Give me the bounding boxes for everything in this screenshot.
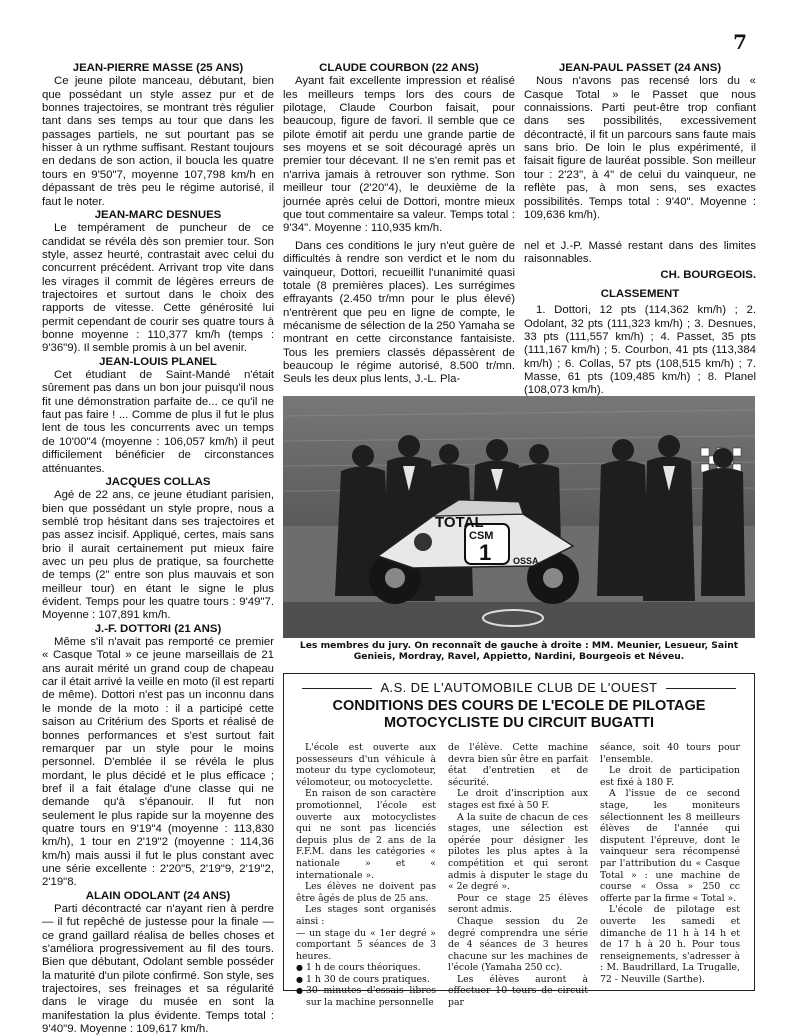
- bike-brand-text: CSM: [469, 530, 494, 542]
- body-paragraph: En raison de son caractère promotionnel, l'école est ouverte aux motocyclistes qui ne sont pas licenciés depuis plus de 2 ans de la F.F.M. dans les catégories « nationale » et « internationale ».: [296, 788, 436, 881]
- bullet-item: ● 1 h de cours théoriques.: [306, 962, 436, 974]
- box-column-3: [600, 742, 740, 985]
- article-conclusion-left: [283, 240, 515, 387]
- body-paragraph: A l'issue de ce second stage, les moniteurs sélectionnent les 8 meilleurs élèves de l'année qui disputent l'épreuve, dont le vainqueur sera récompensé par l'attribution du « Casque Total » : une machine de course « Ossa » 250 cc offerte par la firme « Total ».: [600, 788, 740, 904]
- box-kicker: A.S. DE L'AUTOMOBILE CLUB DE L'OUEST: [284, 680, 754, 695]
- article-conclusion-right: [524, 240, 756, 398]
- body-paragraph: 1. Dottori, 12 pts (114,362 km/h) ; 2. Odolant, 32 pts (111,323 km/h) ; 3. Desnues, 33 pts (111,557 km/h) ; 4. Passet, 35 pts (111,167 km/h) ; 5. Courbon, 41 pts (113,384 km/h) ; 6. Collas, 57 pts (108,515 km/h) ; 7. Masse, 61 pts (109,485 km/h) ; 8. Planel (108,073 km/h).: [524, 304, 756, 397]
- body-paragraph: Cet étudiant de Saint-Mandé n'était sûrement pas dans un bon jour puisqu'il nous fit une démonstration parfaite de... ce qu'il ne faut pas faire ! ... Comme de plus il fut le plus lent de tous les concurrents avec un temps de 10'00"4 (moyenne : 106,057 km/h) il peut difficilement bénéficier de circonstances atténuantes.: [42, 369, 274, 475]
- page-number: 7: [733, 30, 747, 54]
- body-paragraph: Dans ces conditions le jury n'eut guère de difficultés à rendre son verdict et le nom du vainqueur, Dottori, recueillit l'unanimité quasi totale (8 premières places). Les surrégimes effrayants (2.450 tr/mn pour le plus élevé) n'entrèrent que peu en ligne de compte, le mécanisme de sélection de la 250 Yamaha se montrant en cette circonstance fantaisiste. Tous les premiers classés dépassèrent de beaucoup le régime autorisé, 8.500 tr/mn. Seuls les deux plus lents, J.-L. Pla-: [283, 240, 515, 386]
- section-heading: ALAIN ODOLANT (24 ANS): [85, 889, 231, 902]
- body-paragraph: Même s'il n'avait pas remporté ce premier « Casque Total » ce jeune marseillais de 21 ans aurait mérité un grand coup de chapeau car il était arrivé la veille en moto (il est reparti de même). Dottori n'est pas un inconnu dans le monde de la moto : il a participé cette saison au Critérium des Sports et réalisé de bonnes performances et s'est surtout fait remarquer par un style pour le moins personnel. D'emblée il se révéla le plus mordant, le plus décidé et le plus efficace ; bref il a fait étalage d'une classe qui ne demande qu'à s'épanouir. Il fut non seulement le plus rapide sur la moyenne des quatre tours en 9'19"4 (moyenne : 113,830 km/h), 1 tour en 2'19"2 (moyenne : 114,36 km/h) mais aussi il fut le plus constant avec une série excellente : 2'20"5, 2'19"9, 2'19"2, 2'19"8.: [42, 636, 274, 889]
- body-paragraph: — un stage du « 1er degré » comportant 5 séances de 3 heures.: [296, 927, 436, 962]
- body-paragraph: Nous n'avons pas recensé lors du « Casque Total » le Passet que nous connaissions. Parti peut-être trop confiant dans ses possibilités, excessivement décontracté, il fit un parcours sans faute mais sans brio. De loin le plus expérimenté, il faisait figure de lauréat possible. Son meilleur tour : 2'23", à 4" de celui du vainqueur, ne reflète pas, à mon sens, ses exactes possibilités. Temps total : 9'40". Moyenne : 109,636 km/h).: [524, 75, 756, 221]
- body-paragraph: L'école de pilotage est ouverte les samedi et dimanche de 11 h à 14 h et de 17 h à 20 h. Pour tous renseignements, s'adresser à : M. Baudrillard, La Trugalle, 72 - Neuville (Sarthe).: [600, 904, 740, 985]
- jury-photo: [283, 396, 755, 638]
- section-heading: J.-F. DOTTORI (21 ANS): [94, 622, 222, 635]
- bullet-list: [296, 962, 436, 1008]
- body-paragraph: Les stages sont organisés ainsi :: [296, 904, 436, 927]
- bike-number: 1: [479, 540, 492, 565]
- bullet-item: ● 30 minutes d'essais libres sur la machine personnelle: [306, 985, 436, 1008]
- body-paragraph: séance, soit 40 tours pour l'ensemble.: [600, 742, 740, 765]
- body-paragraph: L'école est ouverte aux possesseurs d'un véhicule à moteur du type cyclomoteur, vélomoteur, ou motocyclette.: [296, 742, 436, 788]
- body-paragraph: Les élèves auront à effectuer 10 tours de circuit par: [448, 973, 588, 1009]
- ossa-fairing-text: OSSA: [513, 556, 539, 566]
- section-heading: JACQUES COLLAS: [105, 475, 211, 488]
- box-column-2: [448, 742, 588, 1009]
- body-paragraph: A la suite de chacun de ces stages, une sélection est opérée pour désigner les pilotes les plus aptes à la compétition et qui seront admis à disputer le stage du « 2e degré ».: [448, 811, 588, 893]
- body-paragraph: Chaque session du 2e degré comprendra une série de 4 séances de 3 heures chacune sur les machines de l'école (Yamaha 250 cc).: [448, 915, 588, 974]
- ranking-heading: CLASSEMENT: [600, 288, 680, 301]
- section-heading: JEAN-PAUL PASSET (24 ANS): [558, 62, 722, 74]
- box-title-line2: MOTOCYCLISTE DU CIRCUIT BUGATTI: [383, 715, 655, 731]
- body-paragraph: Parti décontracté car n'ayant rien à perdre — il fut repêché de justesse pour la finale — ce grand gaillard réalisa de belles choses et s'améliora progressivement au fil des tours. Bien que débutant, Odolant semble posséder la maturité d'un pilote confirmé. Son style, ses trajectoires, ses freinages et sa régularité dans le virage du musée en sont la manifestation la plus évidente. Temps total : 9'40"9. Moyenne : 109,617 km/h.: [42, 903, 274, 1036]
- total-decal-text: TOTAL: [435, 514, 484, 531]
- section-heading: JEAN-LOUIS PLANEL: [99, 355, 217, 368]
- body-paragraph: nel et J.-P. Massé restant dans des limites raisonnables.: [524, 240, 756, 266]
- section-heading: JEAN-MARC DESNUES: [94, 208, 222, 221]
- body-paragraph: Le droit d'inscription aux stages est fixé à 50 F.: [448, 788, 588, 811]
- photo-caption: Les membres du jury. On reconnaît de gauche à droite : MM. Meunier, Lesueur, Saint Genieis, Mordray, Ravel, Appietto, Nardini, Bourgeois et Néveu.: [299, 640, 739, 662]
- section-heading: CLAUDE COURBON (22 ANS): [319, 62, 479, 74]
- body-paragraph: Agé de 22 ans, ce jeune étudiant parisien, bien que possédant un style propre, nous a semblé trop hésitant dans ses trajectoires et pas assez incisif. Appliqué, certes, mais sans brio il aurait certainement put mieux faire avec un peu plus de pratique, sa fourchette de temps (2" entre son plus mauvais et son meilleur tour) en étant le signe le plus évident. Temps pour les quatre tours : 9'49"7. Moyenne : 107,891 km/h.: [42, 489, 274, 622]
- section-heading: JEAN-PIERRE MASSE (25 ANS): [72, 62, 244, 74]
- jury-photo-illustration: [283, 396, 755, 638]
- body-paragraph: Ayant fait excellente impression et réalisé les meilleurs temps lors des cours de pilotage, Claude Courbon faisait, pour beaucoup, figure de favori. Il semble que ce pilote émotif ait perdu une grande partie de ses moyens et se soit découragé après un premier tour décevant. Il ne s'en remit pas et n'arriva jamais à retrouver son rythme. Son meilleur tour (2'20"4), le deuxième de la journée après celui de Dottori, montre mieux que tout commentaire sa valeur. Temps total : 9'34". Moyenne : 110,935 km/h.: [283, 75, 515, 235]
- article-column-1: [42, 62, 274, 1036]
- article-column-3: [524, 62, 756, 222]
- body-paragraph: Le droit de participation est fixé à 180 F.: [600, 765, 740, 788]
- author-signature: CH. BOURGEOIS.: [660, 268, 756, 281]
- bullet-item: ● 1 h 30 de cours pratiques.: [306, 974, 436, 986]
- school-conditions-box: [283, 673, 755, 1009]
- body-paragraph: Pour ce stage 25 élèves seront admis.: [448, 892, 588, 916]
- body-paragraph: de l'élève. Cette machine devra bien sûr être en parfait état d'entretien et de sécurité.: [448, 742, 588, 788]
- body-paragraph: Les élèves ne doivent pas être âgés de plus de 25 ans.: [296, 881, 436, 904]
- body-paragraph: Ce jeune pilote manceau, débutant, bien que possédant un style assez pur et de bonnes trajectoires, se montrant très régulier tant dans ses temps au tour que dans les passages partiels, ne sut pourtant pas se hisser à un rythme suffisant. Restant toujours en dedans de son action, il boucla les quatre tours en 9'50"7, moyenne 107,798 km/h en dépassant de très peu le régime autorisé, il faut le noter.: [42, 75, 274, 208]
- box-column-1: [296, 742, 436, 1009]
- box-title-line1: CONDITIONS DES COURS DE L'ECOLE DE PILOTAGE: [332, 698, 706, 714]
- body-paragraph: Le tempérament de puncheur de ce candidat se révéla dès son premier tour. Son style, assez heurté, contrastait avec celui du concurrent précédent. Arrivant trop vite dans les virages il commit de légères erreurs de trajectoires et surtout dans le choix des rapports de vitesse. Cette générosité lui permit cependant de courir ses quatre tours à bonne moyenne : 110,377 km/h (temps : 9'36"9). Il semble promis à un bel avenir.: [42, 222, 274, 355]
- article-column-2: [283, 62, 515, 236]
